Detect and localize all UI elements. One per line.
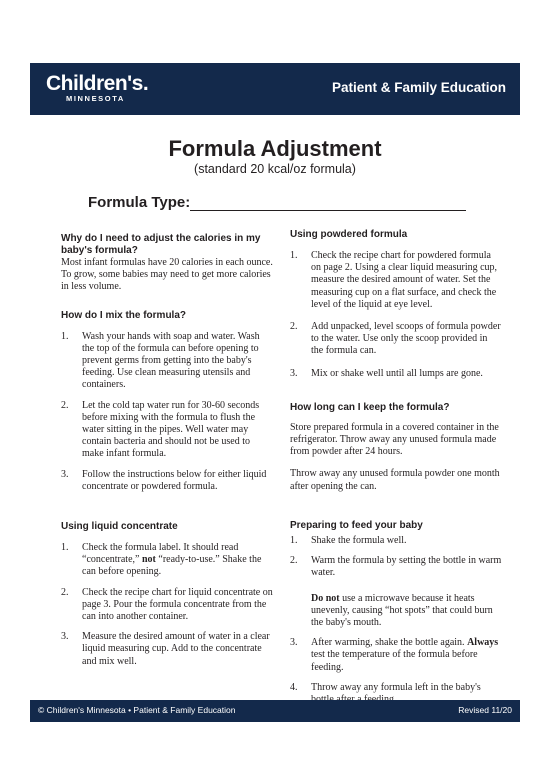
left-column [61,229,273,668]
powder-steps-list [290,250,502,380]
footer-bar [30,700,520,722]
storage-paragraph-1: Store prepared formula in a covered container in the refrigerator. Throw away any unused formula made from powder after 24 hours. [290,421,499,458]
list-item: 2. Warm the formula by setting the bottle in warm water. Do not use a microwave because it heats unevenly, causing “hot spots” that could burn the baby's mouth. [290,555,502,629]
list-item: 1. Wash your hands with soap and water. Wash the top of the formula can before opening to prevent germs from getting into the baby's feeding. Use clean measuring utensils and containers. [61,330,260,391]
section-heading-feeding: Preparing to feed your baby [290,519,423,531]
list-item: 1. Check the recipe chart for powdered formula on page 2. Using a clear liquid measuring cup, measure the desired amount of water. Set the measuring cup on a flat surface, and check the level of the liquid at eye level. [290,250,498,310]
list-item: 2. Add unpacked, level scoops of formula powder to the water. Use only the scoop provided in the formula can. [290,321,501,357]
right-column [290,229,502,706]
feeding-steps-list [290,535,502,706]
list-item: 4. Throw away any formula left in the baby's [290,681,481,693]
liquid-steps-list [61,542,273,668]
section-heading-powdered: Using powdered formula [290,229,408,240]
section-heading-liquid-concentrate: Using liquid concentrate [61,521,178,533]
mix-steps-list [61,331,273,493]
list-item: 3. Mix or shake well until all lumps are gone. [290,367,483,379]
section-heading-storage: How long can I keep the formula? [290,401,450,413]
logo-subtext: MINNESOTA [66,94,125,103]
section-heading-mix: How do I mix the formula? [61,309,187,321]
list-item: 2. Check the recipe chart for liquid concentrate on page 3. Pour the formula concentrate from the can into another container. [61,586,273,623]
logo-wordmark: Children's. [46,72,149,95]
list-item: 3. Follow the instructions below for either liquid concentrate or powdered formula. [61,468,267,492]
footer-copyright: © Children's Minnesota • Patient & Family Education [38,705,236,715]
list-item: 2. Let the cold tap water run for 30-60 seconds before mixing with the formula to flush the water sitting in the pipes. Well water may contain bacteria and should not be used to make infant formula. [61,399,260,460]
header-banner [30,63,520,115]
list-item: 3. After warming, shake the bottle again. Always test the temperature of the formula before feeding. [290,637,499,673]
list-item: 1. Shake the formula well. [290,534,407,546]
list-item: 3. Measure the desired amount of water in a clear liquid measuring cup. Add to the concentrate and mix well. [61,631,270,667]
header-department: Patient & Family Education [331,80,506,95]
page-title: Formula Adjustment [168,136,382,161]
footer-revision: Revised 11/20 [458,705,512,715]
list-item: 1. Check the formula label. It should read “concentrate,” not “ready-to-use.” Shake the can before opening. [61,542,262,578]
storage-paragraph-2: Throw away any unused formula powder one month after opening the can. [290,468,500,492]
section-body-why: Most infant formulas have 20 calories in each ounce. To grow, some babies may need to get more calories in less volume. [61,257,273,293]
childrens-minnesota-logo [46,73,148,104]
formula-type-fill-line [190,210,466,211]
page-subtitle: (standard 20 kcal/oz formula) [194,162,356,176]
formula-type-label: Formula Type: [88,194,191,211]
section-heading-why: Why do I need to adjust the calories in my baby's formula? [61,233,261,256]
